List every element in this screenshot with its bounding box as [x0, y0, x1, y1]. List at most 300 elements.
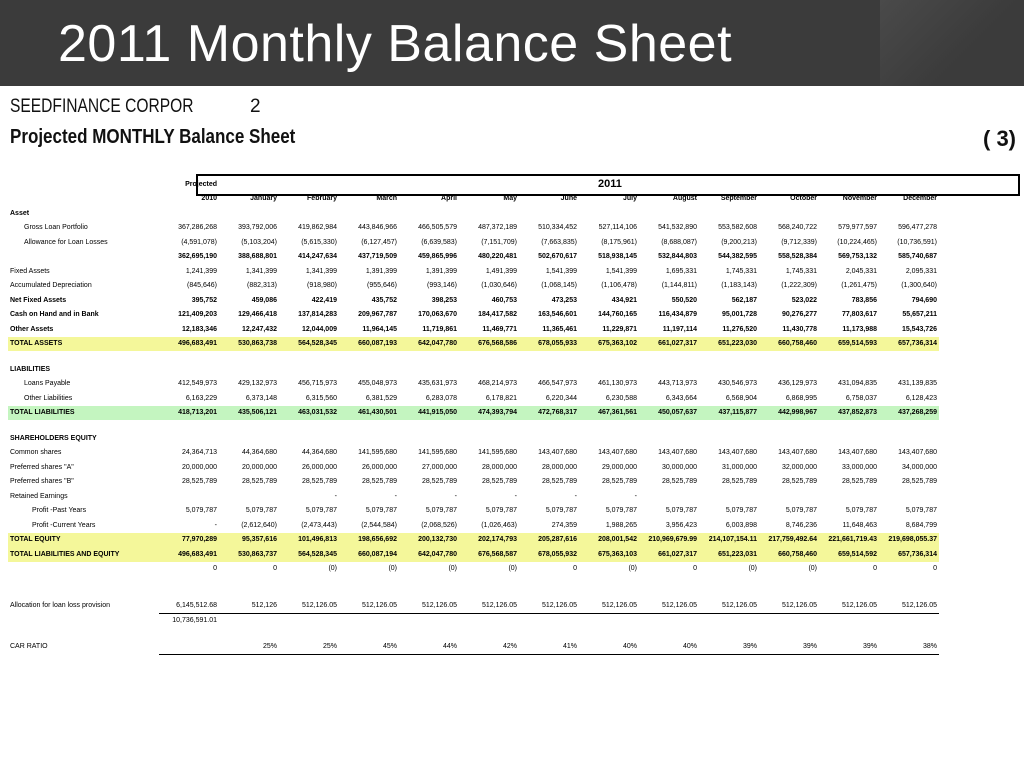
table-cell: [579, 431, 639, 446]
table-cell: (0): [748, 565, 757, 573]
table-cell: 437,719,509: [358, 253, 397, 261]
spacer-cell: [639, 628, 699, 639]
header-cell: [279, 177, 339, 192]
table-cell: 143,407,680: [898, 449, 937, 457]
table-cell: 467,361,561: [579, 406, 639, 421]
table-cell: [819, 362, 879, 377]
row-label: Retained Earnings: [10, 492, 68, 500]
table-cell: 530,863,737: [219, 547, 279, 562]
table-cell: [159, 639, 219, 654]
table-cell: 101,496,813: [279, 533, 339, 548]
spacer-cell: [219, 420, 279, 431]
month-header-cell: April: [441, 195, 457, 203]
company-name: SEEDFINANCE CORPOR: [10, 96, 194, 117]
table-cell: 1,491,399: [485, 267, 517, 275]
table-cell: -: [394, 492, 397, 500]
table-cell: 558,528,384: [778, 253, 817, 261]
spacer-row: [8, 587, 939, 598]
table-cell: 10,736,591.01: [172, 617, 217, 625]
table-cell: 437,268,259: [879, 406, 939, 421]
table-cell: 2,095,331: [905, 267, 937, 275]
table-cell: 676,568,586: [459, 337, 519, 352]
table-cell: [159, 431, 219, 446]
table-cell: 660,758,460: [759, 547, 819, 562]
table-cell: (0): [508, 565, 517, 573]
table-cell: 129,466,418: [238, 311, 277, 319]
table-cell: 28,525,789: [721, 478, 757, 486]
table-cell: -: [514, 492, 517, 500]
spacer-cell: [819, 587, 879, 598]
table-cell: [279, 206, 339, 221]
table-cell: (845,646): [187, 282, 217, 290]
table-cell: 200,132,730: [399, 533, 459, 548]
table-cell: 412,549,973: [178, 380, 217, 388]
header-cell: [819, 177, 879, 192]
spacer-cell: [8, 420, 159, 431]
spacer-cell: [639, 420, 699, 431]
table-cell: (1,030,646): [481, 282, 517, 290]
table-cell: 39%: [699, 639, 759, 654]
slide-title: 2011 Monthly Balance Sheet: [58, 15, 733, 73]
table-cell: 28,525,789: [781, 478, 817, 486]
table-cell: [399, 613, 459, 628]
table-cell: -: [634, 492, 637, 500]
table-cell: 143,407,680: [658, 449, 697, 457]
year-label: 2011: [598, 178, 622, 190]
table-cell: 95,001,728: [721, 311, 757, 319]
table-cell: 12,044,009: [301, 325, 337, 333]
table-cell: 90,276,277: [781, 311, 817, 319]
table-cell: [879, 431, 939, 446]
table-cell: [159, 206, 219, 221]
month-header-cell: November: [842, 195, 877, 203]
spacer-cell: [279, 351, 339, 362]
month-header-cell: January: [250, 195, 277, 203]
table-cell: 474,393,794: [459, 406, 519, 421]
table-cell: 11,430,778: [782, 325, 817, 333]
spacer-row: [8, 351, 939, 362]
table-cell: 657,736,314: [879, 337, 939, 352]
spacer-cell: [459, 351, 519, 362]
table-cell: (7,663,835): [541, 238, 577, 246]
table-cell: 466,505,579: [418, 224, 457, 232]
spacer-cell: [8, 628, 159, 639]
table-cell: [399, 362, 459, 377]
table-cell: (1,026,463): [481, 521, 517, 529]
spacer-cell: [459, 420, 519, 431]
table-row: [8, 362, 939, 377]
table-cell: 6,220,344: [545, 394, 577, 402]
table-cell: [459, 431, 519, 446]
table-cell: [279, 431, 339, 446]
spacer-cell: [759, 351, 819, 362]
table-cell: [699, 613, 759, 628]
table-cell: 28,000,000: [481, 463, 517, 471]
spacer-cell: [159, 587, 219, 598]
table-cell: 143,407,680: [718, 449, 757, 457]
table-cell: 20,000,000: [181, 463, 217, 471]
table-cell: 144,760,165: [598, 311, 637, 319]
spacer-cell: [399, 587, 459, 598]
row-label: TOTAL ASSETS: [8, 337, 159, 352]
table-cell: 40%: [579, 639, 639, 654]
table-cell: 217,759,492.64: [759, 533, 819, 548]
table-cell: 512,126.05: [399, 598, 459, 613]
table-cell: 5,079,787: [665, 507, 697, 515]
table-row: [8, 475, 939, 490]
table-cell: (993,146): [427, 282, 457, 290]
table-cell: 431,139,835: [898, 380, 937, 388]
table-cell: 512,126.05: [579, 598, 639, 613]
spacer-cell: [159, 576, 219, 587]
table-cell: 28,525,789: [301, 478, 337, 486]
row-label: Cash on Hand and in Bank: [10, 311, 99, 319]
table-cell: 1,341,399: [245, 267, 277, 275]
table-cell: 502,670,617: [538, 253, 577, 261]
table-cell: [279, 362, 339, 377]
spacer-cell: [459, 628, 519, 639]
table-cell: 6,230,588: [605, 394, 637, 402]
table-cell: 512,126: [219, 598, 279, 613]
row-label: CAR RATIO: [10, 643, 48, 650]
table-cell: 26,000,000: [301, 463, 337, 471]
table-cell: 15,543,726: [901, 325, 937, 333]
month-header-cell: February: [307, 195, 337, 203]
table-cell: 461,430,501: [339, 406, 399, 421]
table-row: [8, 279, 939, 294]
table-row: [8, 598, 939, 613]
table-row: [8, 639, 939, 654]
table-cell: (955,646): [367, 282, 397, 290]
table-cell: [579, 362, 639, 377]
table-cell: 28,525,789: [541, 478, 577, 486]
row-label: [8, 613, 159, 628]
table-cell: 564,528,345: [279, 547, 339, 562]
table-cell: 1,695,331: [665, 267, 697, 275]
table-cell: 419,862,984: [298, 224, 337, 232]
table-cell: 1,745,331: [725, 267, 757, 275]
table-cell: 541,532,890: [658, 224, 697, 232]
table-cell: 28,525,789: [241, 478, 277, 486]
month-header-cell: October: [790, 195, 817, 203]
table-cell: 11,469,771: [482, 325, 517, 333]
table-row: [8, 235, 939, 250]
table-cell: 431,094,835: [838, 380, 877, 388]
table-cell: 0: [273, 565, 277, 573]
row-label: Other Liabilities: [24, 394, 73, 402]
spacer-row: [8, 576, 939, 587]
table-cell: 5,079,787: [485, 507, 517, 515]
table-row: [8, 206, 939, 221]
spacer-cell: [579, 587, 639, 598]
document-subtitle: Projected MONTHLY Balance Sheet: [10, 126, 296, 148]
table-cell: (1,144,811): [661, 282, 697, 290]
table-cell: (1,183,143): [721, 282, 757, 290]
table-row: [8, 562, 939, 577]
table-cell: 512,126.05: [819, 598, 879, 613]
table-cell: 5,079,787: [545, 507, 577, 515]
table-row: [8, 431, 939, 446]
table-cell: (5,103,204): [241, 238, 277, 246]
table-cell: [159, 362, 219, 377]
spacer-cell: [219, 351, 279, 362]
table-cell: 6,343,664: [665, 394, 697, 402]
header-cell: [639, 177, 699, 192]
table-cell: 661,027,317: [639, 337, 699, 352]
table-cell: [579, 613, 639, 628]
table-cell: 429,132,973: [238, 380, 277, 388]
table-cell: 1,541,399: [605, 267, 637, 275]
table-cell: [519, 206, 579, 221]
table-cell: 651,223,031: [699, 547, 759, 562]
table-cell: 527,114,106: [598, 224, 637, 232]
table-cell: 568,240,722: [778, 224, 817, 232]
table-cell: [339, 613, 399, 628]
table-cell: 6,381,529: [365, 394, 397, 402]
table-cell: [519, 362, 579, 377]
table-cell: 437,115,877: [699, 406, 759, 421]
table-cell: 41%: [519, 639, 579, 654]
table-cell: [639, 206, 699, 221]
table-cell: 6,283,078: [425, 394, 457, 402]
spacer-cell: [879, 628, 939, 639]
table-cell: 11,229,871: [602, 325, 637, 333]
table-cell: [759, 362, 819, 377]
table-cell: 33,000,000: [841, 463, 877, 471]
row-label: Preferred shares "B": [10, 478, 74, 486]
table-cell: 0: [933, 565, 937, 573]
header-projected-row: [8, 177, 939, 192]
row-label: TOTAL EQUITY: [8, 533, 159, 548]
spacer-cell: [639, 576, 699, 587]
table-cell: 496,683,491: [159, 547, 219, 562]
title-band: [0, 0, 1024, 86]
table-cell: 11,173,988: [842, 325, 877, 333]
table-cell: 8,746,236: [785, 521, 817, 529]
table-cell: 459,086: [251, 296, 277, 304]
row-label: Other Assets: [10, 325, 54, 333]
table-cell: [879, 206, 939, 221]
table-row: [8, 377, 939, 392]
table-cell: (0): [388, 565, 397, 573]
table-cell: 28,525,789: [361, 478, 397, 486]
table-cell: 657,736,314: [879, 547, 939, 562]
table-cell: [219, 489, 279, 504]
table-cell: 436,129,973: [778, 380, 817, 388]
table-cell: 455,048,973: [358, 380, 397, 388]
spacer-cell: [759, 576, 819, 587]
table-cell: [339, 362, 399, 377]
table-cell: (9,200,213): [721, 238, 757, 246]
table-cell: 676,568,587: [459, 547, 519, 562]
spacer-cell: [819, 420, 879, 431]
table-row: [8, 613, 939, 628]
table-cell: 6,758,037: [845, 394, 877, 402]
table-cell: 512,126.05: [459, 598, 519, 613]
row-label: [8, 562, 159, 577]
header-cell: [459, 177, 519, 192]
spacer-cell: [279, 576, 339, 587]
table-cell: 55,657,211: [902, 311, 937, 319]
table-cell: (6,127,457): [361, 238, 397, 246]
table-cell: 550,520: [671, 296, 697, 304]
row-label: SHAREHOLDERS EQUITY: [10, 434, 97, 442]
table-cell: (0): [328, 565, 337, 573]
table-row: [8, 489, 939, 504]
table-cell: 45%: [339, 639, 399, 654]
table-row: [8, 518, 939, 533]
row-label: Common shares: [10, 449, 62, 457]
spacer-cell: [699, 576, 759, 587]
spacer-cell: [459, 587, 519, 598]
table-cell: 30,000,000: [661, 463, 697, 471]
table-cell: 473,253: [551, 296, 577, 304]
table-cell: 214,107,154.11: [699, 533, 759, 548]
table-cell: 143,407,680: [778, 449, 817, 457]
spacer-cell: [519, 420, 579, 431]
table-cell: [459, 206, 519, 221]
table-cell: 29,000,000: [601, 463, 637, 471]
spacer-cell: [579, 420, 639, 431]
spacer-cell: [759, 587, 819, 598]
month-header-cell: May: [503, 195, 517, 203]
spacer-cell: [819, 351, 879, 362]
table-cell: 422,419: [311, 296, 337, 304]
table-cell: [699, 362, 759, 377]
table-cell: [759, 489, 819, 504]
spacer-cell: [339, 351, 399, 362]
table-cell: 435,631,973: [418, 380, 457, 388]
spacer-cell: [279, 587, 339, 598]
spacer-cell: [579, 351, 639, 362]
spacer-cell: [459, 576, 519, 587]
table-cell: [279, 613, 339, 628]
table-cell: 11,964,145: [362, 325, 397, 333]
spacer-cell: [579, 576, 639, 587]
spacer-cell: [519, 587, 579, 598]
table-cell: 642,047,780: [399, 337, 459, 352]
spacer-cell: [8, 587, 159, 598]
table-cell: 25%: [279, 639, 339, 654]
spacer-cell: [519, 576, 579, 587]
table-cell: 530,863,738: [219, 337, 279, 352]
table-cell: 39%: [819, 639, 879, 654]
table-cell: (0): [808, 565, 817, 573]
table-cell: [339, 431, 399, 446]
table-cell: 40%: [639, 639, 699, 654]
table-cell: 6,145,512.68: [159, 598, 219, 613]
table-cell: 596,477,278: [898, 224, 937, 232]
table-cell: 95,357,616: [219, 533, 279, 548]
table-cell: 496,683,491: [159, 337, 219, 352]
table-cell: 362,695,190: [178, 253, 217, 261]
table-cell: (10,224,465): [837, 238, 877, 246]
table-cell: (0): [628, 565, 637, 573]
table-cell: 8,684,799: [905, 521, 937, 529]
table-cell: 395,752: [191, 296, 217, 304]
spacer-cell: [399, 420, 459, 431]
spacer-cell: [639, 587, 699, 598]
row-label: Loans Payable: [24, 380, 71, 388]
table-cell: 2,045,331: [845, 267, 877, 275]
table-cell: (1,068,145): [541, 282, 577, 290]
table-cell: (1,106,478): [601, 282, 637, 290]
spacer-cell: [699, 420, 759, 431]
row-label: [8, 250, 159, 265]
month-header-cell: December: [903, 195, 937, 203]
balance-sheet-table: [8, 177, 939, 655]
row-label: Profit -Past Years: [32, 507, 87, 515]
table-cell: 12,247,432: [241, 325, 277, 333]
balance-sheet-document: [0, 86, 1024, 768]
table-cell: 5,079,787: [725, 507, 757, 515]
table-cell: 24,364,713: [181, 449, 217, 457]
table-cell: [399, 431, 459, 446]
spacer-cell: [699, 587, 759, 598]
table-cell: 512,126.05: [879, 598, 939, 613]
table-cell: 143,407,680: [538, 449, 577, 457]
table-row: [8, 264, 939, 279]
table-cell: (2,544,584): [361, 521, 397, 529]
table-cell: 202,174,793: [459, 533, 519, 548]
spacer-cell: [759, 628, 819, 639]
table-cell: 44,364,680: [301, 449, 337, 457]
table-cell: (2,612,640): [241, 521, 277, 529]
table-cell: [219, 613, 279, 628]
spacer-cell: [639, 351, 699, 362]
table-cell: (0): [448, 565, 457, 573]
table-cell: 532,844,803: [658, 253, 697, 261]
spacer-cell: [399, 351, 459, 362]
table-cell: 5,079,787: [185, 507, 217, 515]
month-header-cell: June: [560, 195, 577, 203]
table-cell: [879, 489, 939, 504]
table-cell: 163,546,601: [538, 311, 577, 319]
table-cell: 441,915,050: [399, 406, 459, 421]
table-cell: 659,514,592: [819, 547, 879, 562]
table-cell: 28,525,789: [901, 478, 937, 486]
table-cell: (2,473,443): [301, 521, 337, 529]
table-cell: 11,719,861: [422, 325, 457, 333]
header-cell: [219, 177, 279, 192]
table-cell: 141,595,680: [418, 449, 457, 457]
table-cell: (8,175,961): [601, 238, 637, 246]
header-cell: [699, 177, 759, 192]
table-cell: 219,698,055.37: [879, 533, 939, 548]
header-cell: [399, 177, 459, 192]
table-row: [8, 293, 939, 308]
table-row: [8, 221, 939, 236]
table-cell: 141,595,680: [358, 449, 397, 457]
table-cell: 34,000,000: [901, 463, 937, 471]
table-cell: 512,126.05: [279, 598, 339, 613]
table-cell: 11,365,461: [542, 325, 577, 333]
table-cell: 6,128,423: [905, 394, 937, 402]
table-row: [8, 533, 939, 548]
table-cell: [759, 206, 819, 221]
spacer-cell: [879, 587, 939, 598]
row-label: Fixed Assets: [10, 267, 50, 275]
table-cell: 510,334,452: [538, 224, 577, 232]
table-cell: 414,247,634: [298, 253, 337, 261]
table-cell: 6,568,904: [725, 394, 757, 402]
table-cell: [879, 613, 939, 628]
table-cell: 28,525,789: [601, 478, 637, 486]
table-cell: 1,391,399: [425, 267, 457, 275]
table-cell: 44%: [399, 639, 459, 654]
table-cell: 660,758,460: [759, 337, 819, 352]
table-cell: 562,187: [731, 296, 757, 304]
